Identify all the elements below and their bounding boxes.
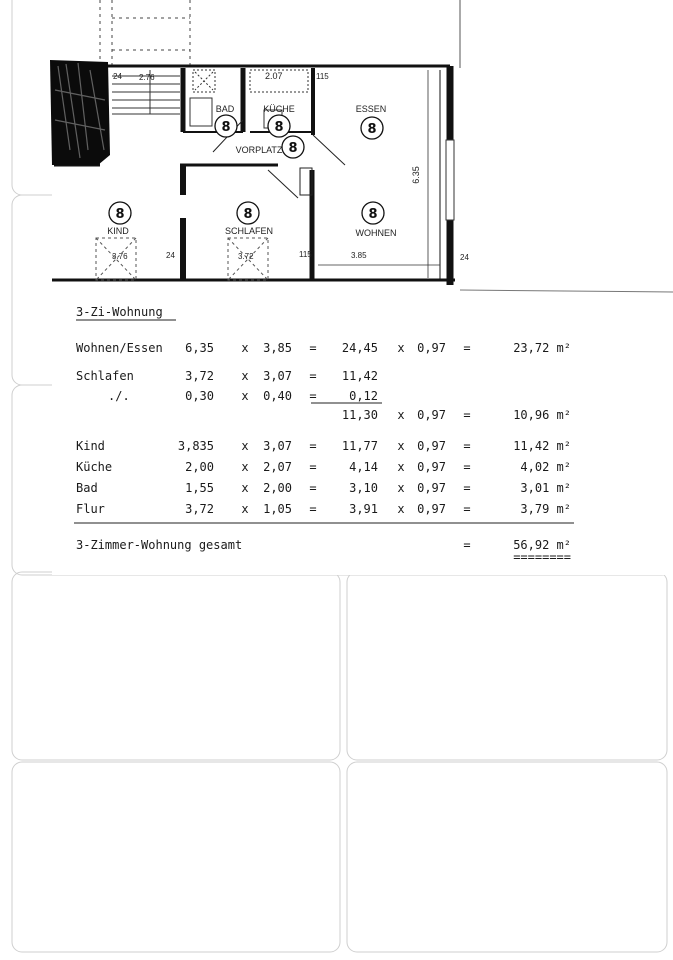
dim-376: 3.76 bbox=[112, 252, 128, 261]
dim-115-top: 115 bbox=[316, 72, 329, 81]
dim-385: 3.85 bbox=[351, 251, 367, 260]
row-area: 3,91 bbox=[349, 502, 378, 516]
row-equals-net: = bbox=[463, 481, 471, 495]
total-label: 3-Zimmer-Wohnung gesamt bbox=[76, 538, 243, 552]
row-dim-a: 3,72 bbox=[185, 502, 214, 516]
row-label: Bad bbox=[76, 481, 98, 495]
row-equals: = bbox=[309, 369, 317, 383]
row-dim-b: 0,40 bbox=[263, 389, 292, 403]
row-area: 11,30 bbox=[341, 408, 378, 422]
row-times-factor: x bbox=[397, 502, 405, 516]
row-times-factor: x bbox=[397, 439, 405, 453]
row-dim-a: 2,00 bbox=[185, 460, 214, 474]
dim-24-mid: 24 bbox=[166, 251, 175, 260]
row-label: Kind bbox=[76, 439, 105, 453]
row-times-factor: x bbox=[397, 341, 405, 355]
room-label-vorplatz: VORPLATZ bbox=[235, 145, 283, 155]
row-times: x bbox=[241, 369, 249, 383]
row-times-factor: x bbox=[397, 408, 405, 422]
row-factor: 0,97 bbox=[417, 502, 446, 516]
row-equals-net: = bbox=[463, 341, 471, 355]
row-net-area: 3,01 m² bbox=[520, 481, 571, 495]
row-times-factor: x bbox=[397, 481, 405, 495]
room-label-kueche: KÜCHE bbox=[263, 104, 295, 114]
row-times: x bbox=[241, 460, 249, 474]
row-factor: 0,97 bbox=[417, 408, 446, 422]
row-label: Schlafen bbox=[76, 369, 134, 383]
row-dim-b: 3,07 bbox=[263, 369, 292, 383]
row-area: 11,42 bbox=[341, 369, 378, 383]
row-label: Wohnen/Essen bbox=[76, 341, 163, 355]
total-double-underline: ======== bbox=[513, 550, 571, 564]
row-dim-b: 2,00 bbox=[263, 481, 292, 495]
row-net-area: 4,02 m² bbox=[520, 460, 571, 474]
row-area: 0,12 bbox=[349, 389, 378, 403]
row-net-area: 11,42 m² bbox=[513, 439, 571, 453]
room-number-kueche: 8 bbox=[274, 120, 284, 135]
row-factor: 0,97 bbox=[417, 439, 446, 453]
total-value: 56,92 m² bbox=[513, 538, 571, 552]
row-dim-a: 3,835 bbox=[177, 439, 214, 453]
row-label: Flur bbox=[76, 502, 105, 516]
row-dim-a: 3,72 bbox=[185, 369, 214, 383]
room-label-bad: BAD bbox=[215, 104, 235, 114]
row-equals: = bbox=[309, 502, 317, 516]
row-times: x bbox=[241, 439, 249, 453]
row-area: 11,77 bbox=[341, 439, 378, 453]
row-equals: = bbox=[309, 389, 317, 403]
row-dim-a: 6,35 bbox=[185, 341, 214, 355]
room-number-vorplatz: 8 bbox=[288, 141, 298, 156]
row-dim-b: 3,85 bbox=[263, 341, 292, 355]
dim-276: 2.76 bbox=[139, 73, 155, 82]
row-factor: 0,97 bbox=[417, 481, 446, 495]
room-number-kind: 8 bbox=[115, 207, 125, 222]
row-dim-a: 1,55 bbox=[185, 481, 214, 495]
row-equals: = bbox=[309, 439, 317, 453]
row-factor: 0,97 bbox=[417, 460, 446, 474]
row-equals-net: = bbox=[463, 460, 471, 474]
row-area: 4,14 bbox=[349, 460, 378, 474]
room-number-schlafen: 8 bbox=[243, 207, 253, 222]
row-label: Küche bbox=[76, 460, 113, 474]
row-times: x bbox=[241, 341, 249, 355]
row-dim-b: 3,07 bbox=[263, 439, 292, 453]
row-equals: = bbox=[309, 341, 317, 355]
calculation-title: 3-Zi-Wohnung bbox=[76, 305, 163, 319]
row-net-area: 3,79 m² bbox=[520, 502, 571, 516]
row-net-area: 23,72 m² bbox=[513, 341, 571, 355]
dim-372: 3.72 bbox=[238, 252, 254, 261]
row-times-factor: x bbox=[397, 460, 405, 474]
row-dim-b: 1,05 bbox=[263, 502, 292, 516]
room-label-kind: KIND bbox=[107, 226, 129, 236]
dim-24-top: 24 bbox=[113, 72, 122, 81]
dim-635: 6.35 bbox=[411, 166, 421, 184]
row-dim-b: 2,07 bbox=[263, 460, 292, 474]
room-label-schlafen: SCHLAFEN bbox=[224, 226, 274, 236]
room-label-wohnen: WOHNEN bbox=[355, 228, 397, 238]
room-label-essen: ESSEN bbox=[355, 104, 387, 114]
row-label: ./. bbox=[108, 389, 130, 403]
row-dim-a: 0,30 bbox=[185, 389, 214, 403]
row-area: 24,45 bbox=[341, 341, 378, 355]
row-times: x bbox=[241, 481, 249, 495]
dim-207: 2.07 bbox=[265, 71, 283, 81]
dim-115-mid: 115 bbox=[299, 250, 312, 259]
room-number-essen: 8 bbox=[367, 122, 377, 137]
row-equals-net: = bbox=[463, 502, 471, 516]
total-equals: = bbox=[463, 538, 471, 552]
room-number-bad: 8 bbox=[221, 120, 231, 135]
row-equals: = bbox=[309, 460, 317, 474]
dim-24-right: 24 bbox=[460, 253, 469, 262]
row-area: 3,10 bbox=[349, 481, 378, 495]
row-times: x bbox=[241, 389, 249, 403]
row-net-area: 10,96 m² bbox=[513, 408, 571, 422]
row-factor: 0,97 bbox=[417, 341, 446, 355]
row-equals-net: = bbox=[463, 439, 471, 453]
row-equals-net: = bbox=[463, 408, 471, 422]
row-times: x bbox=[241, 502, 249, 516]
room-number-wohnen: 8 bbox=[368, 207, 378, 222]
scribble-blackout bbox=[50, 60, 110, 165]
row-equals: = bbox=[309, 481, 317, 495]
